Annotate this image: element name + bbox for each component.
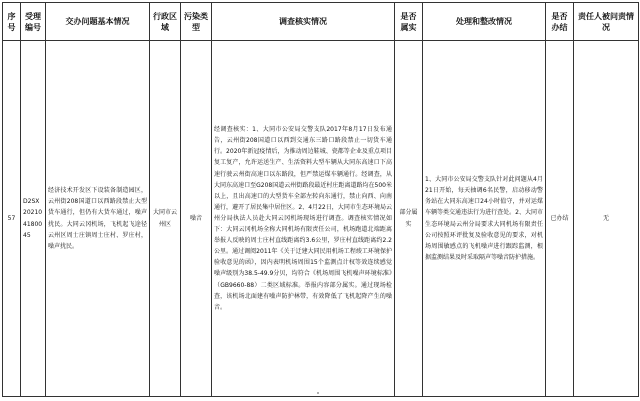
page-marker [317, 392, 319, 394]
header-verified: 是否属实 [395, 3, 423, 41]
header-issue: 交办问题基本情况 [46, 3, 150, 41]
issue-table [2, 2, 639, 397]
header-investigation: 调查核实情况 [212, 3, 395, 41]
cell-seq: 57 [3, 41, 21, 397]
cell-issue: 经济技术开发区下设装备制造园区，云州街208国道口以西路段禁止大型货车通行，但仍有大货车通过，噪声扰民。大同云冈机场，飞机起飞途径云州区周士庄镇周士庄村、罗庄村，噪声扰民。 [46, 41, 150, 397]
cell-closed: 已办结 [546, 41, 574, 397]
cell-investigation: 经调查核实：1、大同市公安局交警支队2017年8月17日发布通告，云州街208国道口以西到交通东三路口路段禁止一切货车通行。2020年新冠疫情后，为推动周边鞋城、瓷都等企业及重点项目复工复产，允许运送生产、生活资料大型车辆从大同东高速口下高速行驶云州街高速口以东路段，但严禁运煤车辆通行。经调查，从大同东高速口至G208国道云州街路段最近村庄距离道路均在500米以上，且出高速口的大型货车全部左转向东通行，禁止向西、向南通行，避开了居民集中居住区。2、4月22日，大同市生态环境局云州分局执法人员赴大同云冈机场现场进行调查。调查核实情况如下：大同云冈机场全称大同机场有限责任公司，机场跑道北端距离举报人反映的周士庄村直线距离约3.6公里，罗庄村直线距离约2.2公里。通过调阅2011年《关于迁建大同民用机场工程竣工环境保护验收意见的函》，因内表明机场周围15个监测点计权等效连续感觉噪声级别为38.5-49.9分贝，均符合《机场周围飞机噪声环境标准》（GB9660-88）二类区域标准。举报内容部分属实。通过现场检查，该机场北面建有噪声防护林带，有效降低了飞机起降产生的噪音。 [212, 41, 395, 397]
header-district: 行政区域 [150, 3, 181, 41]
header-row [3, 3, 639, 41]
cell-district: 大同市云州区 [150, 41, 181, 397]
header-pollution-type: 污染类型 [181, 3, 212, 41]
cell-verified: 部分属实 [395, 41, 423, 397]
cell-accountability: 无 [574, 41, 639, 397]
cell-case-no: D2SX202104180045 [21, 41, 46, 397]
cell-pollution-type: 噪音 [181, 41, 212, 397]
header-accountability: 责任人被问责情况 [574, 3, 639, 41]
header-handling: 处理和整改情况 [423, 3, 546, 41]
header-seq: 序号 [3, 3, 21, 41]
header-case-no: 受理编号 [21, 3, 46, 41]
header-closed: 是否办结 [546, 3, 574, 41]
cell-handling: 1、大同市公安局交警支队针对此问题从4月21日开始，每天抽调6名民警，启动移动警务站在大同东高速口24小时值守，并对运煤车辆等类交通违法行为进行查处。2、大同市生态环境局云州分局要求大同机场有限责任公司按照环评批复及验收意见的要求，对机场周围敏感点的飞机噪声进行跟踪监测，根据监测结果及时采取隔声等噪音防护措施。 [423, 41, 546, 397]
table-row [3, 41, 639, 397]
